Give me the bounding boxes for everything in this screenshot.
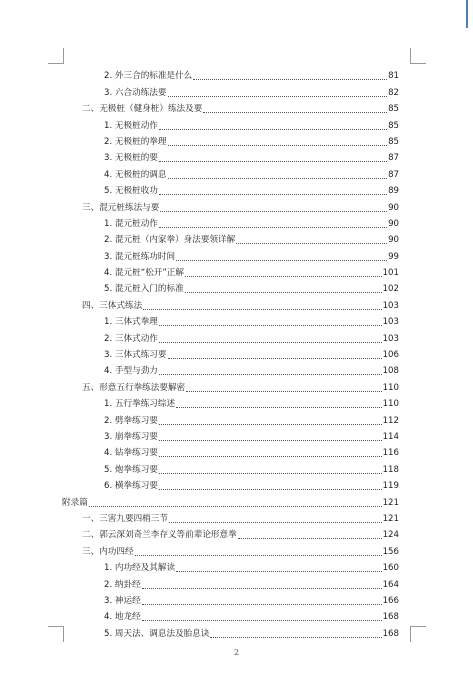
toc-entry-label: 2. 无极桩的拳理 — [104, 136, 167, 147]
toc-dot-leader — [89, 506, 382, 507]
toc-entry-page: 110 — [382, 382, 399, 393]
crop-mark-bottom-right — [410, 626, 426, 642]
toc-entry-page: 119 — [382, 481, 399, 492]
toc-entry-page: 81 — [388, 71, 399, 82]
toc-entry-page: 99 — [388, 251, 399, 262]
toc-entry[interactable] — [62, 132, 399, 148]
toc-entry[interactable] — [62, 148, 399, 164]
toc-entry[interactable] — [62, 164, 399, 180]
toc-entry-page: 112 — [382, 415, 399, 426]
toc-entry-page: 102 — [382, 284, 399, 295]
toc-entry-label: 3. 崩拳练习要 — [104, 431, 158, 442]
crop-mark-top-right — [410, 48, 426, 64]
toc-entry-page: 103 — [382, 333, 399, 344]
toc-entry[interactable] — [62, 394, 399, 410]
toc-entry[interactable] — [62, 607, 399, 623]
toc-entry-page: 103 — [382, 300, 399, 311]
toc-dot-leader — [135, 555, 382, 556]
toc-dot-leader — [159, 325, 382, 326]
toc-entry[interactable] — [62, 181, 399, 197]
toc-entry-label: 3. 神运经 — [104, 595, 141, 606]
toc-entry-label: 三、内功四经 — [82, 546, 134, 557]
toc-entry-page: 85 — [388, 136, 399, 147]
toc-dot-leader — [169, 522, 382, 523]
toc-entry-page: 168 — [382, 612, 399, 623]
toc-entry[interactable] — [62, 623, 399, 639]
toc-entry[interactable] — [62, 476, 399, 492]
toc-entry[interactable] — [62, 574, 399, 590]
toc-dot-leader — [142, 588, 382, 589]
toc-entry[interactable] — [62, 295, 399, 311]
toc-entry-label: 1. 五行拳练习综述 — [104, 399, 176, 410]
toc-entry[interactable] — [62, 492, 399, 508]
toc-dot-leader — [168, 96, 388, 97]
toc-entry[interactable] — [62, 230, 399, 246]
toc-entry-label: 1. 三体式拳理 — [104, 317, 158, 328]
toc-dot-leader — [168, 178, 388, 179]
toc-entry-page: 110 — [382, 399, 399, 410]
toc-entry-page: 114 — [382, 431, 399, 442]
toc-entry-page: 156 — [382, 546, 399, 557]
toc-entry-page: 166 — [382, 595, 399, 606]
toc-entry-page: 89 — [388, 186, 399, 197]
toc-entry[interactable] — [62, 115, 399, 131]
toc-dot-leader — [159, 374, 382, 375]
toc-entry-page: 90 — [388, 202, 399, 213]
toc-entry-page: 108 — [382, 366, 399, 377]
toc-dot-leader — [176, 260, 387, 261]
toc-entry-page: 121 — [382, 497, 399, 508]
toc-dot-leader — [159, 440, 382, 441]
toc-entry-label: 4. 地龙经 — [104, 612, 141, 623]
toc-entry[interactable] — [62, 459, 399, 475]
toc-entry[interactable] — [62, 558, 399, 574]
toc-entry[interactable] — [62, 525, 399, 541]
toc-entry-label: 4. 混元桩“松开”正解 — [104, 268, 184, 279]
toc-entry[interactable] — [62, 345, 399, 361]
toc-entry-page: 87 — [388, 169, 399, 180]
toc-entry-page: 118 — [382, 464, 399, 475]
toc-entry[interactable] — [62, 427, 399, 443]
toc-entry[interactable] — [62, 263, 399, 279]
toc-dot-leader — [159, 161, 387, 162]
toc-entry-label: 6. 横拳练习要 — [104, 481, 158, 492]
toc-entry[interactable] — [62, 82, 399, 98]
toc-entry[interactable] — [62, 197, 399, 213]
toc-dot-leader — [159, 473, 382, 474]
toc-entry[interactable] — [62, 541, 399, 557]
toc-dot-leader — [210, 637, 381, 638]
page-number: 2 — [233, 648, 240, 657]
crop-mark-top-left — [48, 48, 64, 64]
toc-dot-leader — [159, 456, 382, 457]
toc-entry[interactable] — [62, 328, 399, 344]
toc-dot-leader — [142, 604, 382, 605]
toc-entry[interactable] — [62, 246, 399, 262]
toc-dot-leader — [185, 292, 382, 293]
toc-entry-label: 4. 无极桩的调息 — [104, 169, 167, 180]
toc-entry-page: 103 — [382, 317, 399, 328]
toc-entry-page: 160 — [382, 563, 399, 574]
toc-entry-page: 101 — [382, 268, 399, 279]
toc-entry[interactable] — [62, 214, 399, 230]
toc-entry-page: 85 — [388, 120, 399, 131]
toc-entry-label: 4. 手型与劲力 — [104, 366, 158, 377]
toc-entry-label: 一、三害九要四梢三节 — [82, 513, 168, 524]
toc-entry-label: 3. 三体式练习要 — [104, 350, 167, 361]
toc-dot-leader — [168, 145, 388, 146]
toc-entry[interactable] — [62, 509, 399, 525]
toc-entry-page: 90 — [388, 235, 399, 246]
toc-entry-page: 116 — [382, 448, 399, 459]
toc-dot-leader — [142, 620, 382, 621]
toc-entry-label: 2. 纳卦经 — [104, 579, 141, 590]
toc-entry-page: 106 — [382, 350, 399, 361]
toc-entry-page: 87 — [388, 153, 399, 164]
toc-entry-label: 2. 外三合的标准是什么 — [104, 71, 193, 82]
toc-entry-label: 5. 炮拳练习要 — [104, 464, 158, 475]
toc-dot-leader — [176, 407, 382, 408]
table-of-contents — [62, 66, 399, 640]
toc-entry[interactable] — [62, 312, 399, 328]
toc-entry[interactable] — [62, 361, 399, 377]
toc-entry-label: 五、形意五行拳练法要解密 — [82, 382, 186, 393]
toc-dot-leader — [143, 309, 381, 310]
toc-dot-leader — [159, 489, 382, 490]
toc-dot-leader — [159, 424, 382, 425]
toc-entry-page: 90 — [388, 218, 399, 229]
toc-entry-label: 1. 混元桩动作 — [104, 218, 158, 229]
toc-entry-page: 168 — [382, 628, 399, 639]
toc-entry-label: 5. 无极桩收功 — [104, 186, 158, 197]
toc-entry-page: 164 — [382, 579, 399, 590]
toc-dot-leader — [159, 194, 387, 195]
toc-entry-label: 二、无极桩（健身桩）练法及要 — [82, 104, 203, 115]
toc-dot-leader — [203, 112, 387, 113]
toc-entry-label: 2. 三体式动作 — [104, 333, 158, 344]
toc-dot-leader — [186, 391, 381, 392]
toc-entry-page: 121 — [382, 513, 399, 524]
toc-entry-label: 附录篇 — [62, 497, 88, 508]
toc-entry[interactable] — [62, 99, 399, 115]
page-edge-indicator — [466, 0, 473, 28]
toc-entry-page: 85 — [388, 104, 399, 115]
toc-entry-label: 2. 混元桩（内家拳）身法要领详解 — [104, 235, 236, 246]
toc-dot-leader — [160, 211, 387, 212]
toc-entry-label: 5. 周天法、调息法及胎息诀 — [104, 628, 210, 639]
toc-entry-label: 3. 无极桩的要 — [104, 153, 158, 164]
toc-entry-page: 82 — [388, 87, 399, 98]
toc-entry[interactable] — [62, 279, 399, 295]
toc-entry-label: 2. 劈拳练习要 — [104, 415, 158, 426]
toc-dot-leader — [176, 571, 382, 572]
toc-entry-label: 5. 混元桩入门的标准 — [104, 284, 184, 295]
toc-entry-label: 三、混元桩练法与要 — [82, 202, 160, 213]
toc-entry-label: 3. 混元桩练功时间 — [104, 251, 176, 262]
toc-entry[interactable] — [62, 410, 399, 426]
toc-entry[interactable] — [62, 591, 399, 607]
toc-dot-leader — [185, 276, 382, 277]
toc-entry-label: 1. 内功经及其解读 — [104, 563, 176, 574]
toc-entry-label: 1. 无极桩动作 — [104, 120, 158, 131]
toc-dot-leader — [159, 227, 387, 228]
toc-entry[interactable] — [62, 377, 399, 393]
toc-entry[interactable] — [62, 443, 399, 459]
toc-entry-label: 四、三体式练法 — [82, 300, 143, 311]
toc-dot-leader — [168, 358, 382, 359]
toc-entry-label: 二、郭云深刘奇兰李存义等前辈论形意拳 — [82, 530, 237, 541]
toc-dot-leader — [236, 243, 387, 244]
toc-entry-label: 3. 六合动练法要 — [104, 87, 167, 98]
toc-dot-leader — [159, 129, 387, 130]
toc-entry-label: 4. 钻拳练习要 — [104, 448, 158, 459]
toc-entry-page: 124 — [382, 530, 399, 541]
toc-dot-leader — [238, 538, 382, 539]
toc-dot-leader — [193, 79, 387, 80]
toc-dot-leader — [159, 342, 382, 343]
toc-entry[interactable] — [62, 66, 399, 82]
